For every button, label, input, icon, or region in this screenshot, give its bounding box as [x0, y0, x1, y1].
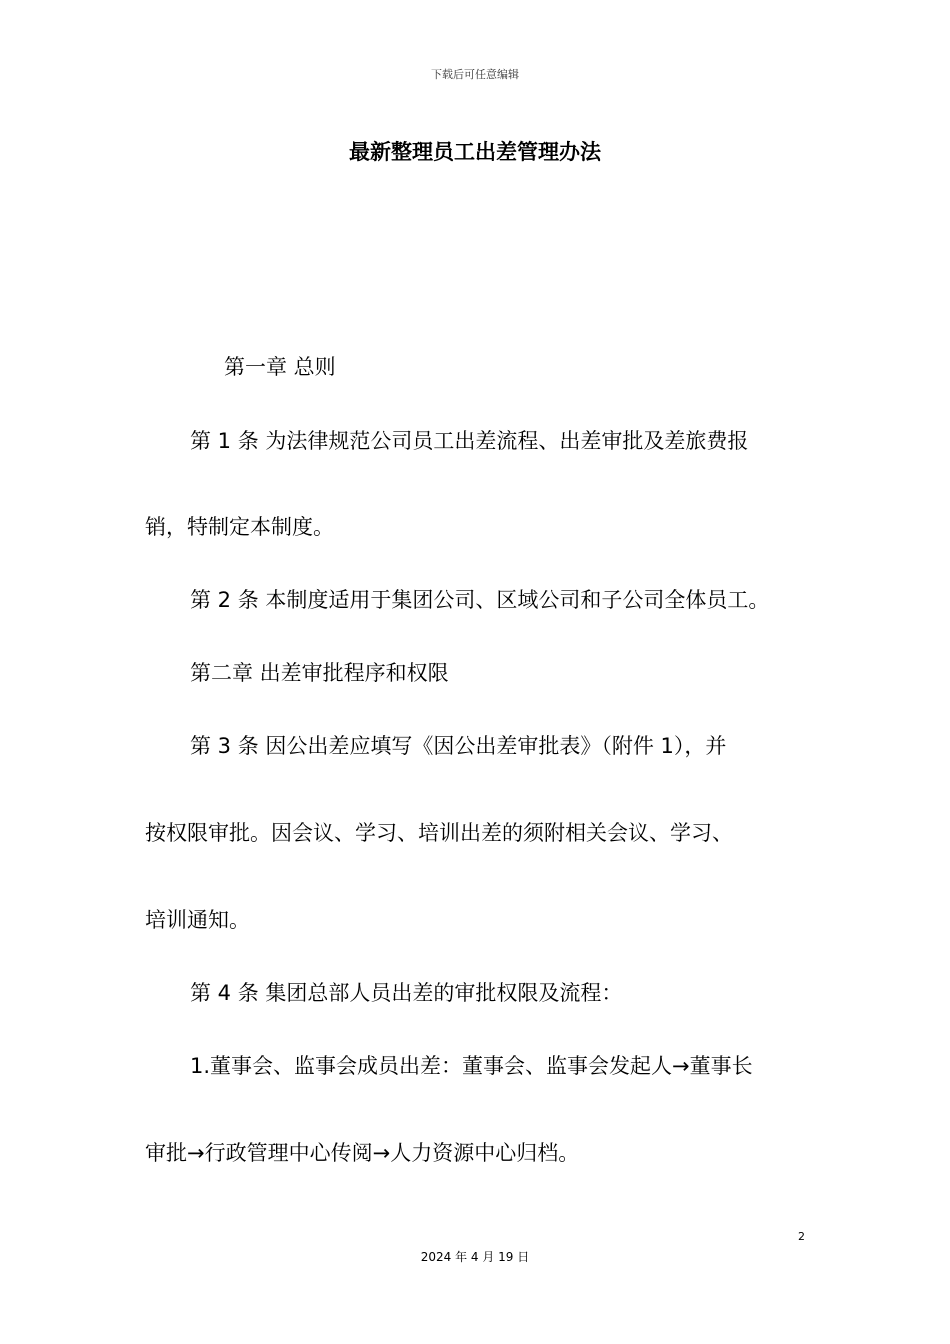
article-line: 第 1 条 为法律规范公司员工出差流程、出差审批及差旅费报	[190, 429, 749, 453]
article-line: 销，特制定本制度。	[145, 515, 334, 539]
document-title: 最新整理员工出差管理办法	[349, 140, 601, 164]
list-item-line: 1.董事会、监事会成员出差：董事会、监事会发起人→董事长	[190, 1054, 753, 1078]
chapter-heading: 第一章 总则	[224, 355, 336, 379]
article-line: 第 4 条 集团总部人员出差的审批权限及流程：	[190, 981, 623, 1005]
page-number: 2	[798, 1230, 805, 1243]
list-item-line: 审批→行政管理中心传阅→人力资源中心归档。	[145, 1141, 580, 1165]
article-line: 第 2 条 本制度适用于集团公司、区域公司和子公司全体员工。	[190, 588, 770, 612]
footer-date: 2024 年 4 月 19 日	[420, 1250, 530, 1264]
chapter-heading: 第二章 出差审批程序和权限	[190, 661, 449, 685]
article-line: 培训通知。	[145, 908, 250, 932]
article-line: 按权限审批。因会议、学习、培训出差的须附相关会议、学习、	[145, 821, 733, 845]
article-line: 第 3 条 因公出差应填写《因公出差审批表》（附件 1），并	[190, 734, 727, 758]
header-note: 下载后可任意编辑	[431, 68, 519, 81]
